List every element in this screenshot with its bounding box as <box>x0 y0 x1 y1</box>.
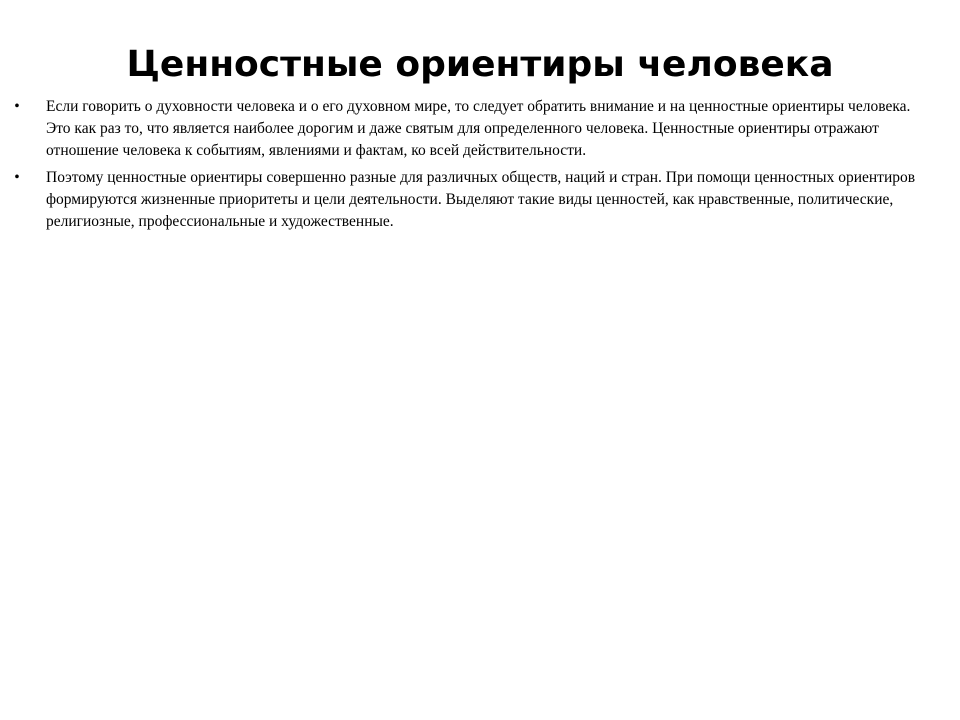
slide-title: Ценностные ориентиры человека <box>126 44 834 85</box>
bullet-icon: • <box>14 169 20 186</box>
bullet-text: Если говорить о духовности человека и о его духовном мире, то следует обратить внимание и на ценностные ориентиры человека. Это как раз то, что является наиболее дорогим и даже святым для определенного человека. Ценностные ориентиры отражают отношение человека к событиям, явлениями и фактам, ко всей действительности. <box>46 98 911 159</box>
bullet-icon: • <box>14 98 20 115</box>
bullet-item <box>10 96 950 162</box>
bullet-text: Поэтому ценностные ориентиры совершенно разные для различных обществ, наций и стран. При помощи ценностных ориентиров формируются жизненные приоритеты и цели деятельности. Выделяют такие виды ценностей, как нравственные, политические, религиозные, профессиональные и художественные. <box>46 169 916 230</box>
bullet-item <box>10 167 950 233</box>
bullet-list <box>10 96 950 238</box>
